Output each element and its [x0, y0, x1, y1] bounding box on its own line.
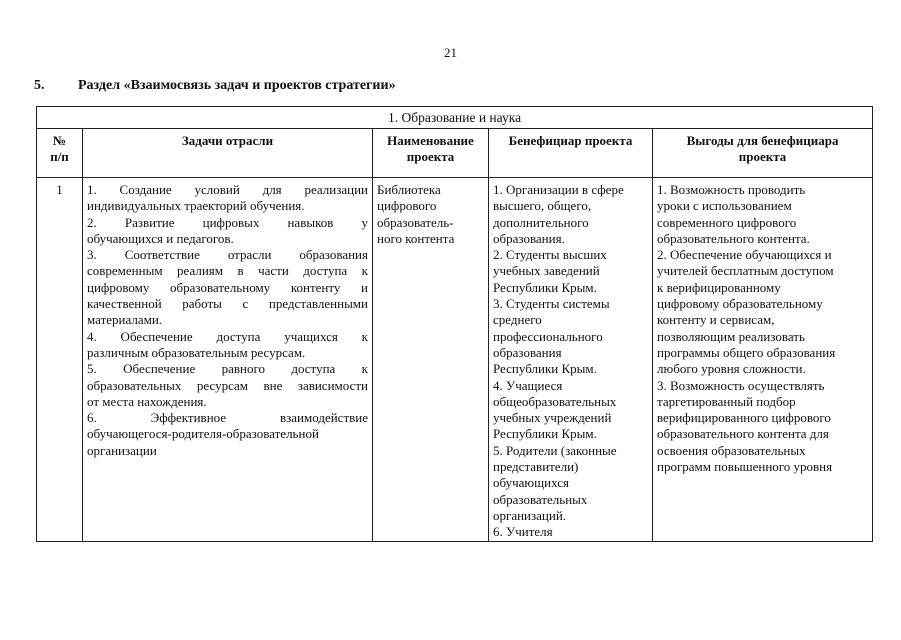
benefit-line: верифицированного цифрового	[657, 410, 831, 426]
column-header-beneficiary	[489, 129, 653, 178]
column-header-tasks	[83, 129, 373, 178]
beneficiary-line: 5. Родители (законные	[493, 442, 617, 458]
beneficiary-line: обучающихся	[493, 475, 569, 491]
table-row	[37, 178, 873, 542]
project-name-cell	[373, 178, 489, 542]
task-line: различным образовательным ресурсам.	[87, 344, 306, 360]
task-line: 2. Развитие цифровых навыков у	[87, 214, 368, 230]
project-name-line: Библиотека	[377, 182, 441, 197]
benefit-line: образовательного контента.	[657, 230, 810, 246]
benefit-line: образовательного контента для	[657, 426, 829, 442]
table-header-row	[37, 129, 873, 178]
column-header-project	[373, 129, 489, 178]
table-group-row	[37, 107, 873, 129]
column-header-line: Бенефициар проекта	[508, 133, 633, 148]
beneficiary-line: среднего	[493, 312, 542, 328]
task-line: от места нахождения.	[87, 393, 207, 409]
strategy-table	[36, 106, 873, 542]
benefit-line: 1. Возможность проводить	[657, 182, 806, 197]
beneficiary-line: высшего, общего,	[493, 198, 592, 214]
benefit-line: 3. Возможность осуществлять	[657, 377, 825, 393]
benefits-cell	[653, 178, 873, 542]
beneficiary-line: учебных учреждений	[493, 410, 612, 426]
task-line: 1. Создание условий для реализации	[87, 182, 368, 197]
beneficiary-line: образования	[493, 344, 562, 360]
column-header-benefits	[653, 129, 873, 178]
beneficiary-line: организаций.	[493, 507, 567, 523]
project-name-line: ного контента	[377, 230, 455, 246]
task-line: индивидуальных траекторий обучения.	[87, 198, 305, 214]
benefit-line: уроки с использованием	[657, 198, 792, 214]
project-name-line: образователь-	[377, 214, 454, 230]
beneficiary-line: 6. Учителя	[493, 524, 553, 540]
task-line: 3. Соответствие отрасли образования	[87, 247, 368, 263]
column-header-line: Наименование	[387, 133, 474, 148]
benefit-line: позволяющим реализовать	[657, 328, 805, 344]
task-line: материалами.	[87, 312, 163, 328]
task-line: 6. Эффективное взаимодействие	[87, 410, 368, 426]
task-line: цифровому образовательному контенту и	[87, 279, 368, 295]
column-header-line: Задачи отрасли	[181, 133, 274, 148]
beneficiary-line: 3. Студенты системы	[493, 296, 610, 312]
task-line: обучающегося-родителя-образовательной	[87, 426, 319, 442]
column-header-number	[37, 129, 83, 178]
benefit-line: программы общего образования	[657, 344, 836, 360]
column-header-line: п/п	[50, 149, 69, 164]
task-line: качественной работы с представленными	[87, 296, 368, 312]
column-header-line: проекта	[406, 149, 455, 164]
benefit-line: программ повышенного уровня	[657, 459, 833, 475]
beneficiary-line: Республики Крым.	[493, 426, 597, 442]
benefit-line: освоения образовательных	[657, 442, 806, 458]
benefit-line: 2. Обеспечение обучающихся и	[657, 247, 832, 263]
beneficiary-line: общеобразовательных	[493, 393, 617, 409]
tasks-cell	[83, 178, 373, 542]
task-line: современным реалиям в части доступа к	[87, 263, 368, 279]
beneficiary-line: Республики Крым.	[493, 361, 597, 377]
task-line: организации	[87, 442, 157, 458]
section-number: 5.	[34, 78, 45, 93]
beneficiary-line: дополнительного	[493, 214, 589, 230]
beneficiary-line: Республики Крым.	[493, 279, 597, 295]
benefit-line: учителей бесплатным доступом	[657, 263, 834, 279]
beneficiary-line: образовательных	[493, 491, 588, 507]
benefit-line: к верифицированному	[657, 279, 781, 295]
row-number: 1	[37, 178, 83, 542]
task-line: образовательных ресурсам вне зависимости	[87, 377, 368, 393]
beneficiary-line: образования.	[493, 230, 565, 246]
beneficiary-line: представители)	[493, 459, 579, 475]
column-header-line: №	[52, 133, 67, 148]
project-name-line: цифрового	[377, 198, 437, 214]
task-line: 4. Обеспечение доступа учащихся к	[87, 328, 368, 344]
page-number: 21	[444, 45, 457, 60]
beneficiary-line: 2. Студенты высших	[493, 247, 607, 263]
beneficiary-line: 1. Организации в сфере	[493, 182, 624, 197]
benefit-line: контенту и сервисам,	[657, 312, 775, 328]
beneficiary-line: учебных заведений	[493, 263, 600, 279]
column-header-line: проекта	[738, 149, 787, 164]
task-line: обучающихся и педагогов.	[87, 230, 234, 246]
benefit-line: любого уровня сложности.	[657, 361, 806, 377]
column-header-line: Выгоды для бенефициара	[686, 133, 839, 148]
task-line: 5. Обеспечение равного доступа к	[87, 361, 368, 377]
section-title: Раздел «Взаимосвязь задач и проектов стратегии»	[78, 78, 396, 93]
benefit-line: цифровому образовательному	[657, 296, 823, 312]
benefit-line: таргетированный подбор	[657, 393, 796, 409]
beneficiary-line: профессионального	[493, 328, 603, 344]
beneficiary-cell	[489, 178, 653, 542]
benefit-line: современного цифрового	[657, 214, 797, 230]
section-heading	[34, 78, 396, 94]
group-title: 1. Образование и наука	[37, 107, 873, 129]
beneficiary-line: 4. Учащиеся	[493, 377, 563, 393]
